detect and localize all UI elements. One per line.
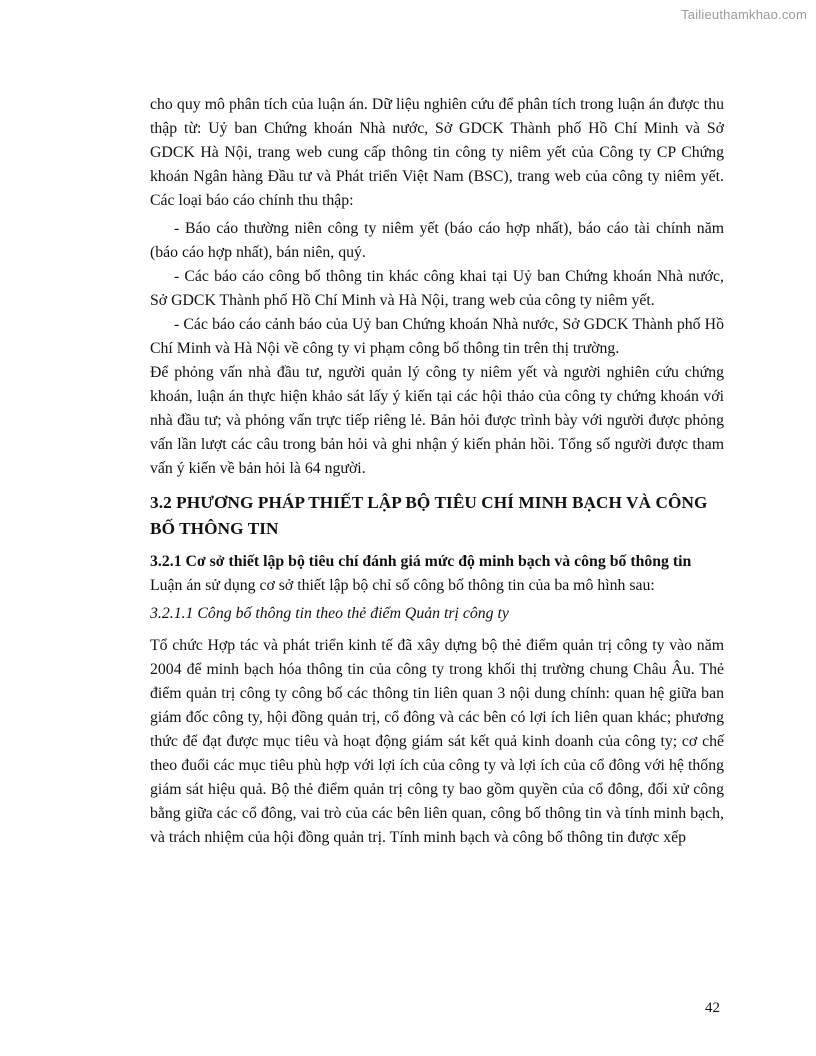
paragraph-interviews: Để phỏng vấn nhà đầu tư, người quản lý công ty niêm yết và người nghiên cứu chứng khoán, luận án thực hiện khảo sát lấy ý kiến tại các hội thảo của công ty chứng khoán với nhà đầu tư; và phỏng vấn trực tiếp riêng lẻ. Bản hỏi được trình bày với người được phỏng vấn lần lượt các câu trong bản hỏi và ghi nhận ý kiến phản hồi. Tổng số người được tham vấn ý kiến về bản hỏi là 64 người. bbox=[150, 364, 724, 477]
document-page bbox=[150, 93, 724, 850]
paragraph-models-intro: Luận án sử dụng cơ sở thiết lập bộ chỉ số công bố thông tin của ba mô hình sau: bbox=[150, 577, 655, 594]
page-number: 42 bbox=[705, 1000, 720, 1016]
section-heading: 3.2 PHƯƠNG PHÁP THIẾT LẬP BỘ TIÊU CHÍ MINH BẠCH VÀ CÔNG BỐ THÔNG TIN bbox=[150, 493, 708, 538]
watermark: Tailieuthamkhao.com bbox=[681, 7, 807, 22]
paragraph-data-sources: cho quy mô phân tích của luận án. Dữ liệu nghiên cứu để phân tích trong luận án được thu thập từ: Uỷ ban Chứng khoán Nhà nước, Sở GDCK Thành phố Hồ Chí Minh và Sở GDCK Hà Nội, trang web cung cấp thông tin công ty niêm yết của Công ty CP Chứng khoán Ngân hàng Đầu tư và Phát triển Việt Nam (BSC), trang web của công ty niêm yết. Các loại báo cáo chính thu thập: bbox=[150, 96, 724, 209]
paragraph-oecd-scorecard: Tổ chức Hợp tác và phát triển kinh tế đã xây dựng bộ thẻ điểm quản trị công ty vào năm 2004 để minh bạch hóa thông tin của công ty trong khối thị trường chung Châu Âu. Thẻ điểm quản trị công ty công bố các thông tin liên quan 3 nội dung chính: quan hệ giữa ban giám đốc công ty, hội đồng quản trị, cổ đông và các bên có lợi ích liên quan khác; phương thức để đạt được mục tiêu và hoạt động giám sát kết quả kinh doanh của công ty; cơ chế theo đuổi các mục tiêu phù hợp với lợi ích của công ty và lợi ích của cổ đông với hệ thống giám sát hiệu quả. Bộ thẻ điểm quản trị công ty bao gồm quyền của cổ đông, đối xử công bằng giữa các cổ đông, vai trò của các bên liên quan, công bố thông tin và tính minh bạch, và trách nhiệm của hội đồng quản trị. Tính minh bạch và công bố thông tin được xếp bbox=[150, 637, 724, 846]
subsubsection-heading: 3.2.1.1 Công bố thông tin theo thẻ điểm Quản trị công ty bbox=[150, 605, 509, 622]
bullet-warning-reports: - Các báo cáo cảnh báo của Uỷ ban Chứng khoán Nhà nước, Sở GDCK Thành phố Hồ Chí Minh và Hà Nội về công ty vi phạm công bố thông tin trên thị trường. bbox=[150, 316, 724, 357]
subsection-heading: 3.2.1 Cơ sở thiết lập bộ tiêu chí đánh giá mức độ minh bạch và công bố thông tin bbox=[150, 553, 692, 570]
bullet-annual-reports: - Báo cáo thường niên công ty niêm yết (báo cáo hợp nhất), báo cáo tài chính năm (báo cáo hợp nhất), bán niên, quý. bbox=[150, 220, 724, 261]
bullet-disclosure-reports: - Các báo cáo công bố thông tin khác công khai tại Uỷ ban Chứng khoán Nhà nước, Sở GDCK Thành phố Hồ Chí Minh và Hà Nội, trang web của công ty niêm yết. bbox=[150, 268, 724, 309]
